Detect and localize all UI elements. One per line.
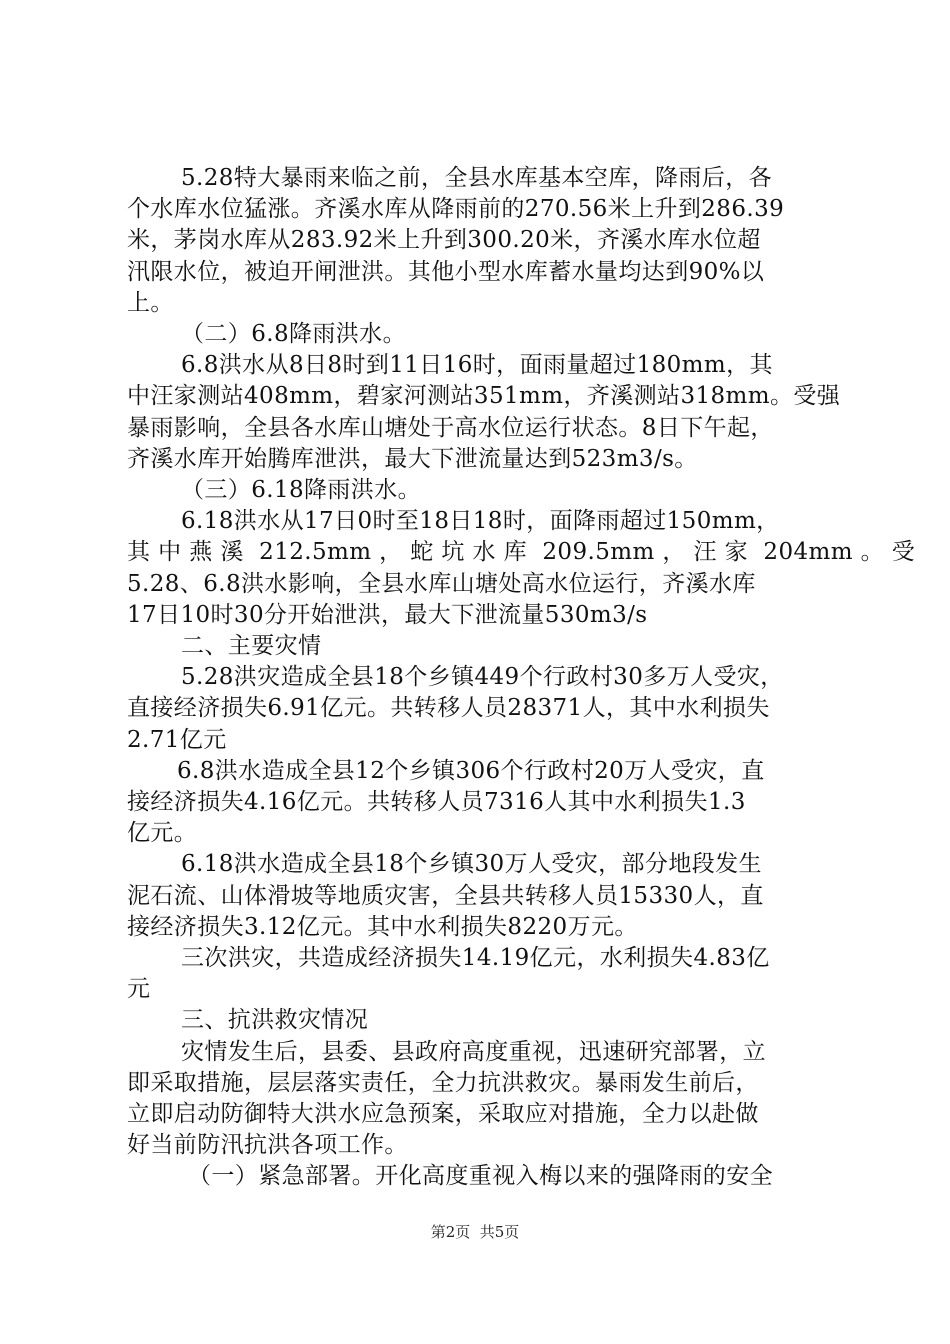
section-heading: 三、抗洪救灾情况 [181, 1007, 369, 1034]
text-line: 元 [127, 976, 151, 1003]
text-line: 中汪家测站408mm，碧家河测站351mm，齐溪测站318mm。受强 [127, 383, 841, 410]
text-line: 汛限水位，被迫开闸泄洪。其他小型水库蓄水量均达到90%以 [127, 258, 765, 285]
text-line: 其 中 燕 溪 212.5mm ， 蛇 坑 水 库 209.5mm ， 汪 家 204mm 。 受 [127, 539, 916, 566]
text-line: 2.71亿元 [127, 726, 227, 753]
text-line: 暴雨影响，全县各水库山塘处于高水位运行状态。8日下午起， [127, 414, 774, 441]
text-line: 6.18洪水造成全县18个乡镇30万人受灾，部分地段发生 [181, 851, 762, 878]
text-line: 6.8洪水从8日8时到11日16时，面雨量超过180mm，其 [181, 352, 773, 379]
text-line: 直接经济损失6.91亿元。共转移人员28371人，其中水利损失 [127, 695, 770, 722]
page-footer: 第2页 共5页 [430, 1223, 520, 1242]
text-line: 接经济损失4.16亿元。共转移人员7316人其中水利损失1.3 [127, 789, 746, 815]
text-line: 个水库水位猛涨。齐溪水库从降雨前的270.56米上升到286.39 [127, 196, 785, 223]
text-line: （一）紧急部署。开化高度重视入梅以来的强降雨的安全 [188, 1163, 773, 1190]
text-line: 上。 [127, 289, 174, 316]
section-heading: （二）6.8降雨洪水。 [181, 321, 406, 347]
text-line: 5.28洪灾造成全县18个乡镇449个行政村30多万人受灾， [181, 664, 784, 691]
text-line: 5.28、6.8洪水影响，全县水库山塘处高水位运行，齐溪水库 [127, 570, 756, 597]
text-line: 即采取措施，层层落实责任，全力抗洪救灾。暴雨发生前后， [127, 1069, 759, 1096]
text-line: 泥石流、山体滑坡等地质灾害，全县共转移人员15330人，直 [127, 882, 764, 909]
text-line: 立即启动防御特大洪水应急预案，采取应对措施，全力以赴做 [127, 1101, 759, 1127]
section-heading: 二、主要灾情 [181, 633, 322, 659]
text-line: 6.8洪水造成全县12个乡镇306个行政村20万人受灾，直 [177, 757, 765, 784]
text-line: 灾情发生后，县委、县政府高度重视，迅速研究部署，立 [181, 1038, 766, 1065]
text-line: 接经济损失3.12亿元。其中水利损失8220万元。 [127, 913, 638, 940]
text-line: 6.18洪水从17日0时至18日18时，面降雨超过150mm， [181, 508, 780, 535]
text-line: 亿元。 [127, 820, 198, 847]
text-line: 齐溪水库开始腾库泄洪，最大下泄流量达到523m3/s。 [127, 445, 698, 472]
text-line: 17日10时30分开始泄洪，最大下泄流量530m3/s [127, 601, 648, 628]
text-line: 5.28特大暴雨来临之前，全县水库基本空库，降雨后，各 [181, 165, 773, 191]
section-heading: （三）6.18降雨洪水。 [181, 477, 422, 503]
text-line: 好当前防汛抗洪各项工作。 [127, 1132, 408, 1159]
text-line: 米，茅岗水库从283.92米上升到300.20米，齐溪水库水位超 [127, 227, 761, 254]
text-line: 三次洪灾，共造成经济损失14.19亿元，水利损失4.83亿 [181, 945, 770, 971]
